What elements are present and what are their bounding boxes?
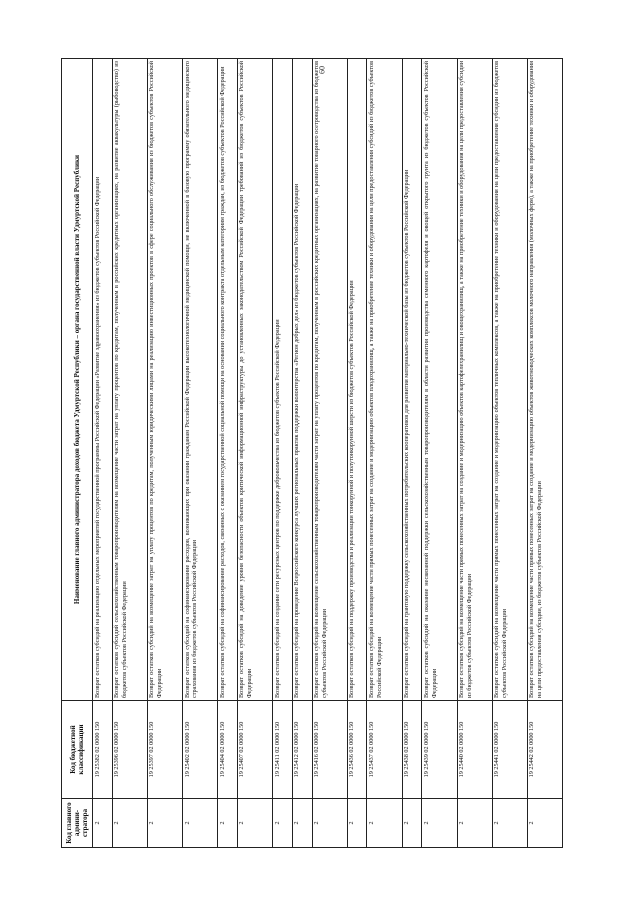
table-row [402, 59, 422, 848]
kbk-code-cell: 19 25404 02 0000 150 [218, 701, 238, 799]
header-kbk-code: Код бюджетной классификации [62, 701, 93, 799]
header-admin-code: Код главного админи-стратора [62, 799, 93, 848]
name-cell: Возврат остатков субсидий на возмещение части прямых понесенных затрат на создание и модернизацию объектов картофелехранилищ и овощехранилищ, а также на приобретение техники и оборудования на цели предоставления субсидии из бюджетов субъектов Российской Федерации [457, 59, 492, 701]
name-cell: Возврат остатков субсидий на грантовую поддержку сельскохозяйственных потребительских кооперативов для развития материально-технической базы из бюджетов субъектов Российской Федерации [402, 59, 422, 701]
table-row [112, 59, 147, 848]
admin-code-cell: 2 [237, 799, 272, 848]
name-cell: Возврат остатков субсидий на возмещение сельскохозяйственным товаропроизводителям части затрат на уплату процентов по кредитам, полученным в российских кредитных организациях, на развитие товарного осетроводства из бюджетов субъектов Российской Федерации [312, 59, 347, 701]
admin-code-cell: 2 [527, 799, 562, 848]
table-row [147, 59, 182, 848]
kbk-code-cell: 19 25436 02 0000 150 [347, 701, 367, 799]
name-cell: Возврат остатков субсидий на оказание несвязанной поддержки сельскохозяйственным товаропроизводителям в области развития производства семенного картофеля и овощей открытого грунта из бюджетов субъектов Российской Федерации [422, 59, 457, 701]
table-row [367, 59, 402, 848]
name-cell: Возврат остатков субсидий на софинансирование расходов, связанных с оказанием государственной социальной помощи на основании социального контракта отдельным категориям граждан, из бюджетов субъектов Российской Федерации [218, 59, 238, 701]
kbk-code-cell: 19 25416 02 0000 150 [312, 701, 347, 799]
kbk-code-cell: 19 25437 02 0000 150 [367, 701, 402, 799]
kbk-code-cell: 19 25412 02 0000 150 [292, 701, 312, 799]
table-row [93, 59, 113, 848]
kbk-code-cell: 19 25382 02 0000 150 [93, 701, 113, 799]
header-name: Наименование главного администратора доходов бюджета Удмуртской Республики – органа государственной власти Удмуртской Республики [62, 59, 93, 701]
admin-code-cell: 2 [292, 799, 312, 848]
kbk-code-cell: 19 25402 02 0000 150 [183, 701, 218, 799]
table-row [237, 59, 272, 848]
admin-code-cell: 2 [273, 799, 293, 848]
admin-code-cell: 2 [492, 799, 527, 848]
admin-code-cell: 2 [147, 799, 182, 848]
name-cell: Возврат остатков субсидий на доведение уровня безопасности объектов критической информационной инфраструктуры до установленных законодательством Российской Федерации требований из бюджетов субъектов Российской Федерации [237, 59, 272, 701]
kbk-code-cell: 19 25438 02 0000 150 [402, 701, 422, 799]
table-row [422, 59, 457, 848]
table-header-row [62, 59, 93, 848]
kbk-code-cell: 19 25440 02 0000 150 [457, 701, 492, 799]
page-number: 60 [317, 66, 327, 74]
kbk-code-cell: 19 25441 02 0000 150 [492, 701, 527, 799]
name-cell: Возврат остатков субсидий на поддержку производства и реализации тонкорунной и полутонкорунной шерсти из бюджетов субъектов Российской Федерации [347, 59, 367, 701]
table-row [183, 59, 218, 848]
name-cell: Возврат остатков субсидий сельскохозяйственным товаропроизводителям на возмещение части затрат на уплату процентов по кредитам, полученным в российских кредитных организациях, на развитие аквакультуры (рыбоводство) из бюджетов субъектов Российской Федерации [112, 59, 147, 701]
kbk-code-cell: 19 25411 02 0000 150 [273, 701, 293, 799]
name-cell: Возврат остатков субсидий на возмещение части прямых понесенных затрат на создание и модернизацию объектов плодохранилищ, а также на приобретение техники и оборудования на цели предоставления субсидий из бюджетов субъектов Российской Федерации [367, 59, 402, 701]
revenue-codes-table [61, 58, 563, 848]
table-row [347, 59, 367, 848]
admin-code-cell: 2 [112, 799, 147, 848]
admin-code-cell: 2 [402, 799, 422, 848]
kbk-code-cell: 19 25407 02 0000 150 [237, 701, 272, 799]
rotated-page-content [61, 58, 563, 848]
kbk-code-cell: 19 25439 02 0000 150 [422, 701, 457, 799]
admin-code-cell: 2 [312, 799, 347, 848]
name-cell: Возврат остатков субсидий на возмещение части прямых понесенных затрат на создание и модернизацию объектов животноводческих комплексов молочного направления (молочных ферм), а также на приобретение техники и оборудования на цели предоставления субсидии, из бюджетов субъектов Российской Федерации [527, 59, 562, 701]
name-cell: Возврат остатков субсидий на реализацию отдельных мероприятий государственной программы Российской Федерации «Развитие здравоохранения» из бюджетов субъектов Российской Федерации [93, 59, 113, 701]
admin-code-cell: 2 [93, 799, 113, 848]
name-cell: Возврат остатков субсидий на создание сети ресурсных центров по поддержке добровольчества из бюджетов субъектов Российской Федерации [273, 59, 293, 701]
admin-code-cell: 2 [183, 799, 218, 848]
kbk-code-cell: 19 25397 02 0000 150 [147, 701, 182, 799]
table-row [312, 59, 347, 848]
admin-code-cell: 2 [457, 799, 492, 848]
admin-code-cell: 2 [422, 799, 457, 848]
admin-code-cell: 2 [347, 799, 367, 848]
name-cell: Возврат остатков субсидий на возмещение затрат на уплату процентов по кредитам, полученным юридическими лицами на реализацию инвестиционных проектов в сфере социального обслуживания из бюджетов субъектов Российской Федерации [147, 59, 182, 701]
admin-code-cell: 2 [367, 799, 402, 848]
kbk-code-cell: 19 25396 02 0000 150 [112, 701, 147, 799]
table-row [292, 59, 312, 848]
table-row [492, 59, 527, 848]
name-cell: Возврат остатков субсидий на софинансирование расходов, возникающих при оказании гражданам Российской Федерации высокотехнологичной медицинской помощи, не включенной в базовую программу обязательного медицинского страхования из бюджетов субъектов Российской Федерации [183, 59, 218, 701]
name-cell: Возврат остатков субсидий на возмещение части прямых понесенных затрат на создание и модернизацию объектов тепличных комплексов, а также на приобретение техники и оборудования на цели предоставления субсидии из бюджетов субъектов Российской Федерации [492, 59, 527, 701]
admin-code-cell: 2 [218, 799, 238, 848]
table-row [457, 59, 492, 848]
table-row [527, 59, 562, 848]
table-row [218, 59, 238, 848]
name-cell: Возврат остатков субсидий на проведение Всероссийского конкурса лучших региональных практик поддержки волонтерства «Регион добрых дел» из бюджетов субъектов Российской Федерации [292, 59, 312, 701]
table-row [273, 59, 293, 848]
kbk-code-cell: 19 25442 02 0000 150 [527, 701, 562, 799]
